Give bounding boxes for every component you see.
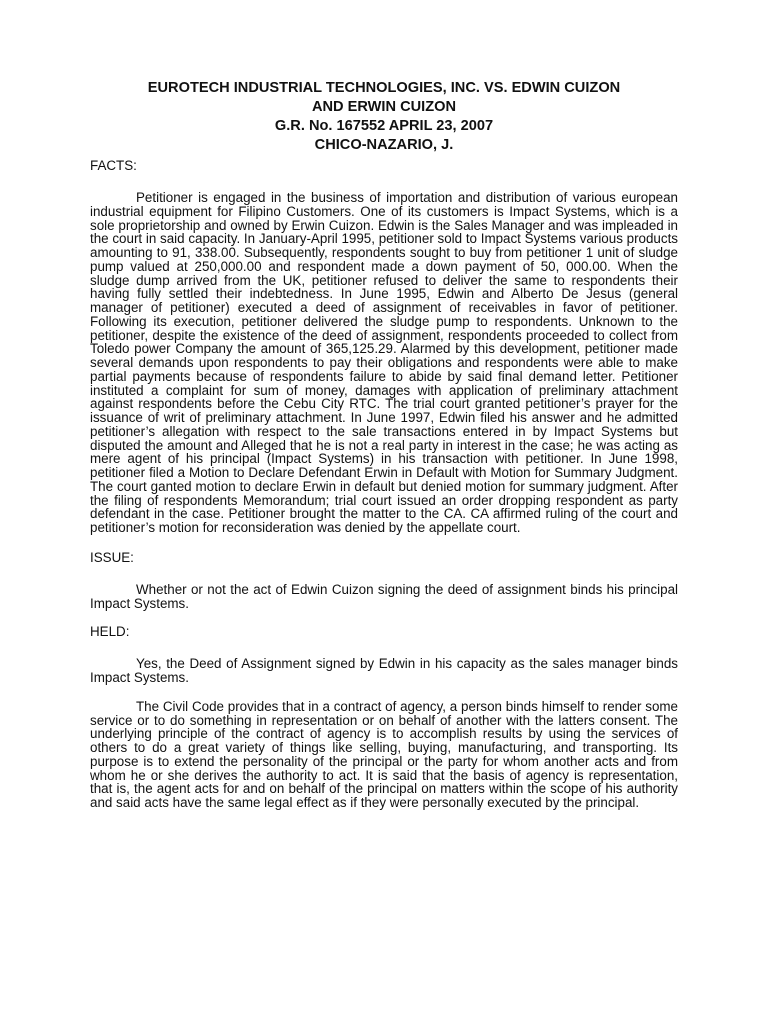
case-title bbox=[90, 79, 678, 155]
held-heading: HELD: bbox=[90, 624, 130, 640]
facts-paragraph: Petitioner is engaged in the business of importation and distribution of various european industrial equipment for Filipino Customers. One of its customers is Impact Systems, which is a sole proprietorship and owned by Erwin Cuizon. Edwin is the Sales Manager and was impleaded in the court in said capacity. In January-April 1995, petitioner sold to Impact Systems various products amounting to 91, 338.00. Subsequently, respondents sought to buy from petitioner 1 unit of sludge pump valued at 250,000.00 and respondent made a down payment of 50, 000.00. When the sludge dump arrived from the UK, petitioner refused to deliver the same to respondents their having fully settled their indebtedness. In June 1995, Edwin and Alberto De Jesus (general manager of petitioner) executed a deed of assignment of receivables in favor of petitioner. Following its execution, petitioner delivered the sludge pump to respondents. Unknown to the petitioner, despite the existence of the deed of assignment, respondents proceeded to collect from Toledo power Company the amount of 365,125.29. Alarmed by this development, petitioner made several demands upon respondents to pay their obligations and respondents were able to make partial payments because of respondents failure to abide by said final demand letter. Petitioner instituted a complaint for sum of money, damages with application of preliminary attachment against respondents before the Cebu City RTC. The trial court granted petitioner’s prayer for the issuance of writ of preliminary attachment. In June 1997, Edwin filed his answer and he admitted petitioner’s allegation with respect to the sale transactions entered in by Impact Systems but disputed the amount and Alleged that he is not a real party in interest in the case; he was acting as mere agent of his principal (Impact Systems) in his transaction with petitioner. In June 1998, petitioner filed a Motion to Declare Defendant Erwin in Default with Motion for Summary Judgment. The court ganted motion to declare Erwin in default but denied motion for summary judgment. After the filing of respondents Memorandum; trial court issued an order dropping respondent as party defendant in the case. Petitioner brought the matter to the CA. CA affirmed ruling of the court and petitioner’s motion for reconsideration was denied by the appellate court. bbox=[90, 190, 678, 535]
held-paragraph: Yes, the Deed of Assignment signed by Edwin in his capacity as the sales manager binds Impact Systems. bbox=[90, 656, 678, 685]
issue-paragraph: Whether or not the act of Edwin Cuizon signing the deed of assignment binds his principal Impact Systems. bbox=[90, 581, 678, 611]
case-title-parties-line2: AND ERWIN CUIZON bbox=[311, 99, 457, 115]
facts-heading: FACTS: bbox=[90, 158, 137, 173]
case-title-parties-line1: EUROTECH INDUSTRIAL TECHNOLOGIES, INC. VS. EDWIN CUIZON bbox=[147, 80, 621, 96]
ponente: CHICO-NAZARIO, J. bbox=[314, 137, 454, 153]
civil-code-paragraph: The Civil Code provides that in a contract of agency, a person binds himself to render some service or to do something in representation or on behalf of another with the latters consent. The underlying principle of the contract of agency is to accomplish results by using the services of others to do a great variety of things like selling, buying, manufacturing, and transporting. Its purpose is to extend the personality of the principal or the party for whom another acts and from whom he or she derives the authority to act. It is said that the basis of agency is representation, that is, the agent acts for and on behalf of the principal on matters within the scope of his authority and said acts have the same legal effect as if they were personally executed by the principal. bbox=[90, 698, 678, 810]
case-number-date: G.R. No. 167552 APRIL 23, 2007 bbox=[274, 118, 494, 134]
issue-heading: ISSUE: bbox=[90, 549, 134, 565]
